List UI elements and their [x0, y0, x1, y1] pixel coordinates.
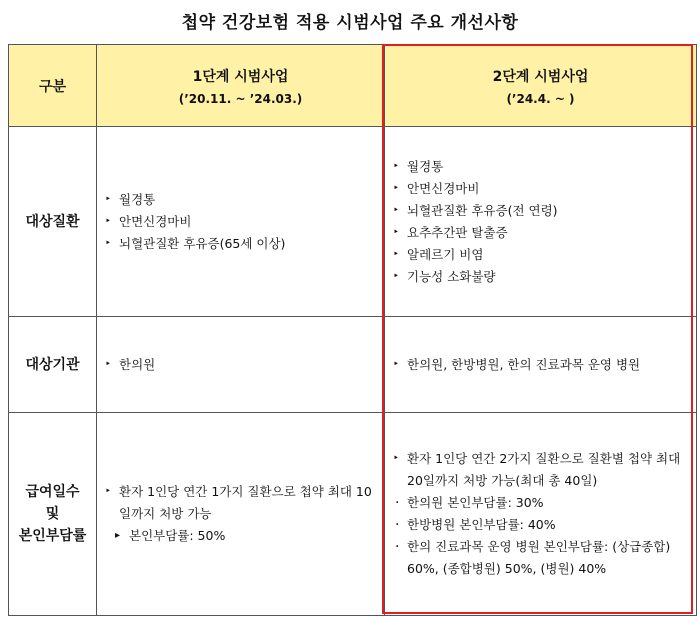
list-item: ‣ 요추추간판 탈출증	[391, 222, 688, 244]
phase1-institutions	[97, 317, 385, 413]
header-row	[9, 45, 697, 127]
list-item: ‣ 환자 1인당 연간 1가지 질환으로 첩약 최대 10일까지 처방 가능	[103, 481, 376, 525]
header-phase1-period: (’20.11. ~ ’24.03.)	[178, 91, 303, 106]
row-label-diseases: 대상질환	[9, 127, 97, 317]
table-row-coverage	[9, 413, 697, 616]
phase1-diseases	[97, 127, 385, 317]
list-item: ‣ 안면신경마비	[391, 178, 688, 200]
phase2-coverage	[385, 413, 697, 616]
list-item: · 한의원 본인부담률: 30%	[391, 492, 688, 514]
table-row-diseases	[9, 127, 697, 317]
header-phase2-period: (’24.4. ~ )	[506, 91, 575, 106]
table-row-institutions	[9, 317, 697, 413]
header-phase2	[385, 45, 697, 127]
row-label-institutions: 대상기관	[9, 317, 97, 413]
list-item: ‣ 기능성 소화불량	[391, 266, 688, 288]
list-item: ‣ 월경통	[103, 189, 376, 211]
header-phase1	[97, 45, 385, 127]
phase2-diseases	[385, 127, 697, 317]
comparison-table	[8, 44, 697, 616]
list-item: ‣ 한의원, 한방병원, 한의 진료과목 운영 병원	[391, 354, 688, 376]
list-item: ‣ 뇌혈관질환 후유증(전 연령)	[391, 200, 688, 222]
list-item: ‣ 안면신경마비	[103, 211, 376, 233]
header-category: 구분	[9, 45, 97, 127]
list-item: ‣ 한의원	[103, 354, 376, 376]
row-label-coverage	[9, 413, 97, 616]
list-item: · 한방병원 본인부담률: 40%	[391, 514, 688, 536]
header-phase1-title: 1단계 시범사업	[192, 68, 289, 85]
row-label-line: 본인부담률	[18, 528, 87, 544]
row-label-line: 급여일수	[25, 484, 80, 500]
list-item: ‣ 환자 1인당 연간 2가지 질환으로 질환별 첩약 최대 20일까지 처방 가능(최대 총 40일)	[391, 448, 688, 492]
list-item: ‣ 월경통	[391, 156, 688, 178]
list-item: ‣ 알레르기 비염	[391, 244, 688, 266]
list-item: ‣ 뇌혈관질환 후유증(65세 이상)	[103, 233, 376, 255]
phase2-institutions	[385, 317, 697, 413]
list-item: · 한의 진료과목 운영 병원 본인부담률: (상급종합) 60%, (종합병원) 50%, (병원) 40%	[391, 536, 688, 580]
page-title: 첩약 건강보험 적용 시범사업 주요 개선사항	[181, 13, 519, 33]
row-label-line: 및	[45, 506, 60, 522]
header-phase2-title: 2단계 시범사업	[492, 68, 589, 85]
phase1-coverage	[97, 413, 385, 616]
list-item: ▸ 본인부담률: 50%	[113, 525, 376, 547]
